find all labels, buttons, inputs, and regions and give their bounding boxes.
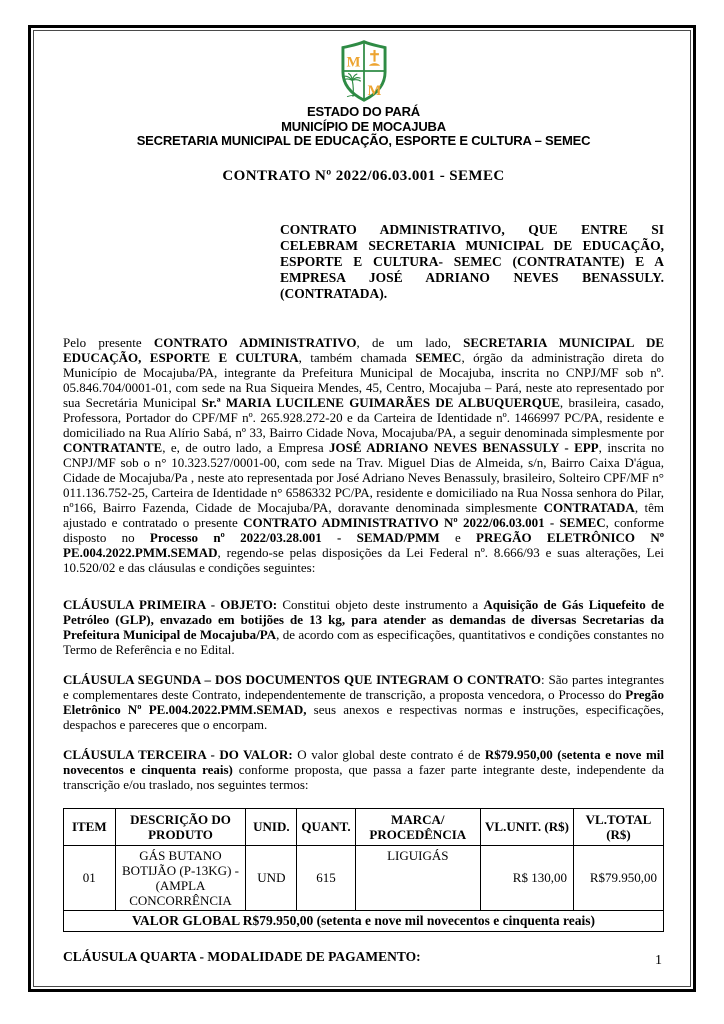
- parties-paragraph: Pelo presente CONTRATO ADMINISTRATIVO, de um lado, SECRETARIA MUNICIPAL DE EDUCAÇÃO, ESPORTE E CULTURA, também chamada SEMEC, órgão da administração direta do Município de Mocajuba/PA, integrante da Prefeitura Municipal de Mocajuba, inscrita no CNPJ/MF sob nº. 05.846.704/0001-01, com sede na Rua Siqueira Mendes, 45, Centro, Mocajuba – Pará, neste ato representado por sua Secretária Municipal Sr.ª MARIA LUCILENE GUIMARÃES DE ALBUQUERQUE, brasileira, casado, Professora, Portador do CPF/MF nº. 265.928.272-20 e da Carteira de Identidade nº. 1466997 PC/PA, residente e domiciliado na Rua Alírio Sabá, nº 33, Bairro Cidade Nova, Mocajuba/PA, a seguir denominada simplesmente por CONTRATANTE, e, de outro lado, a Empresa JOSÉ ADRIANO NEVES BENASSULY - EPP, inscrita no CNPJ/MF sob o n° 10.323.527/0001-00, com sede na Trav. Miguel Dias de Almeida, s/n, Bairro Caixa D'água, Cidade de Mocajuba/Pa , neste ato representada por José Adriano Neves Benassuly, brasileiro, Solteiro CPF/MF n° 011.136.752-25, Carteira de Identidade n° 6586332 PC/PA, residente e domiciliado na Rua Nossa senhora do Pilar, nº166, Bairro Fazenda, Cidade de Mocajuba/PA, doravante denominada simplesmente CONTRATADA, têm ajustado e contratado o presente CONTRATO ADMINISTRATIVO Nº 2022/06.03.001 - SEMEC, conforme disposto no Processo nº 2022/03.28.001 - SEMAD/PMM e PREGÃO ELETRÔNICO Nº PE.004.2022.PMM.SEMAD, regendo-se pelas disposições da Lei Federal nº. 8.666/93 e suas alterações, Lei 10.520/02 e das cláusulas e condições seguintes:: [63, 334, 665, 575]
- org-header: [63, 105, 664, 149]
- clause-third-paragraph: CLÁUSULA TERCEIRA - DO VALOR: O valor global deste contrato é de R$79.950,00 (setenta e nove mil novecentos e cinquenta reais) conforme proposta, que passa a fazer parte integrante deste, independente da transcrição e/ou traslado, nos seguintes termos:: [63, 746, 664, 792]
- cell-vl-unit: R$ 130,00: [480, 845, 573, 910]
- col-header-descricao: DESCRIÇÃO DO PRODUTO: [115, 808, 246, 845]
- cell-descricao: GÁS BUTANO BOTIJÃO (P-13KG) - (AMPLA CONCORRÊNCIA: [115, 845, 246, 910]
- monogram-letter-m-top: M: [346, 54, 360, 71]
- cell-vl-total: R$79.950,00: [573, 845, 663, 910]
- header-state-line: ESTADO DO PARÁ: [306, 104, 420, 119]
- cell-marca: LIGUIGÁS: [355, 845, 480, 910]
- document-content: [63, 40, 664, 964]
- cell-unid: UND: [246, 845, 297, 910]
- valor-global-row: [64, 910, 664, 931]
- page-number: 1: [655, 953, 662, 968]
- valor-global-text: VALOR GLOBAL R$79.950,00 (setenta e nove mil novecentos e cinquenta reais): [64, 910, 664, 931]
- clause-fourth-heading: CLÁUSULA QUARTA - MODALIDADE DE PAGAMENTO:: [63, 948, 421, 964]
- contract-preamble-block: CONTRATO ADMINISTRATIVO, QUE ENTRE SI CELEBRAM SECRETARIA MUNICIPAL DE EDUCAÇÃO, ESPORTE E CULTURA- SEMEC (CONTRATANTE) E A EMPRESA JOSÉ ADRIANO NEVES BENASSULY. (CONTRATADA).: [280, 221, 664, 301]
- table-row: [64, 845, 664, 910]
- contract-number-title: CONTRATO Nº 2022/06.03.001 - SEMEC: [222, 167, 505, 184]
- cell-item: 01: [64, 845, 116, 910]
- coat-of-arms-icon: [334, 40, 394, 102]
- col-header-vl-total: VL.TOTAL (R$): [573, 808, 663, 845]
- header-municipality-line: MUNICÍPIO DE MOCAJUBA: [281, 118, 446, 134]
- col-header-item: ITEM: [64, 808, 116, 845]
- col-header-unid: UNID.: [246, 808, 297, 845]
- clause-second-paragraph: CLÁUSULA SEGUNDA – DOS DOCUMENTOS QUE INTEGRAM O CONTRATO: São partes integrantes e complementares deste Contrato, independentemente de transcrição, a proposta vencedora, o Processo do Pregão Eletrônico Nº PE.004.2022.PMM.SEMAD, seus anexos e respectivas normas e instruções, especificações, despachos e pareceres que o encorpam.: [63, 671, 665, 732]
- price-table-header-row: [64, 808, 664, 845]
- clause-first-paragraph: CLÁUSULA PRIMEIRA - OBJETO: Constitui objeto deste instrumento a Aquisição de Gás Liquefeito de Petróleo (GLP), envazado em botijões de 13 kg, para atender as demandas de diversas Secretarias da Prefeitura Municipal de Mocajuba/PA, de acordo com as especificações, quantitativos e condições constantes no Termo de Referência e no Edital.: [63, 596, 665, 657]
- header-secretariat-line: SECRETARIA MUNICIPAL DE EDUCAÇÃO, ESPORTE E CULTURA – SEMEC: [136, 133, 591, 148]
- col-header-marca: MARCA/ PROCEDÊNCIA: [355, 808, 480, 845]
- cell-quant: 615: [297, 845, 355, 910]
- monogram-letter-m-bottom: M: [367, 82, 381, 99]
- col-header-vl-unit: VL.UNIT. (R$): [480, 808, 573, 845]
- price-table: [63, 808, 664, 932]
- col-header-quant: QUANT.: [297, 808, 355, 845]
